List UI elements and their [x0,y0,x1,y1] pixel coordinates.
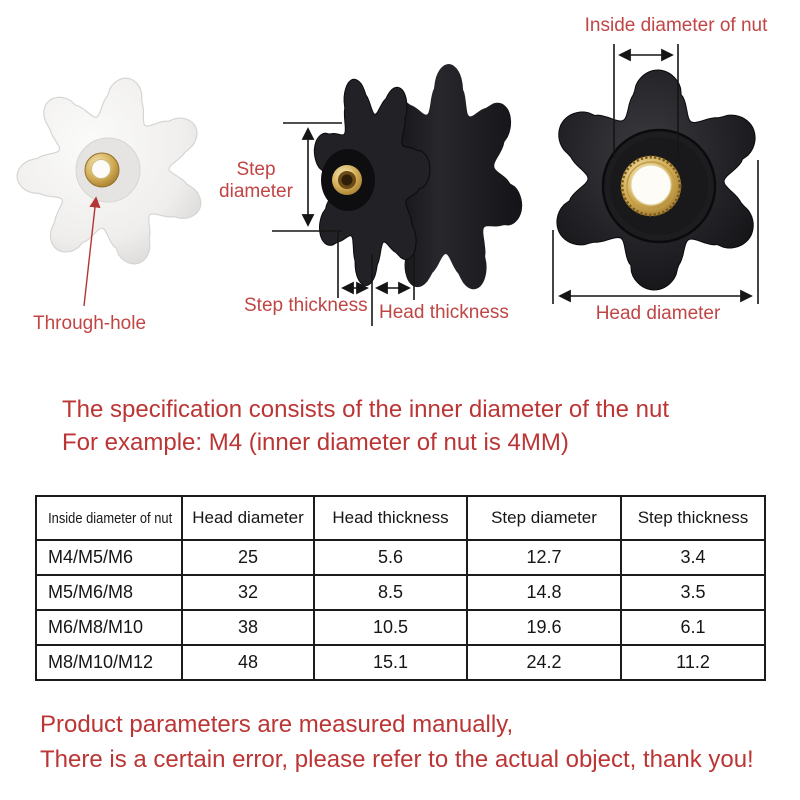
column-header-inside-diameter: Inside diameter of nut [36,496,182,540]
label-inside-diameter: Inside diameter of nut [584,15,768,36]
spec-description-line2: For example: M4 (inner diameter of nut is 4MM) [62,429,569,456]
table-cell: 6.1 [621,610,765,645]
table-row [36,540,765,575]
table-cell: M8/M10/M12 [36,645,182,680]
spec-table [35,495,766,681]
dim-inside-diameter [614,44,678,158]
column-header-step-diameter: Step diameter [467,496,621,540]
table-cell: 3.4 [621,540,765,575]
table-row [36,575,765,610]
table-cell: 3.5 [621,575,765,610]
spec-description-line1: The specification consists of the inner diameter of the nut [62,396,669,423]
table-cell: 11.2 [621,645,765,680]
table-cell: 10.5 [314,610,467,645]
table-cell: M4/M5/M6 [36,540,182,575]
table-row [36,610,765,645]
table-cell: 12.7 [467,540,621,575]
column-header-head-diameter: Head diameter [182,496,314,540]
disclaimer-text [40,707,754,777]
table-cell: 48 [182,645,314,680]
label-through-hole: Through-hole [33,313,147,334]
table-cell: 5.6 [314,540,467,575]
label-step-thickness: Step thickness [244,295,368,316]
dim-head-diameter [553,160,758,304]
table-cell: 19.6 [467,610,621,645]
column-header-head-thickness: Head thickness [314,496,467,540]
spec-description [62,393,669,459]
label-head-thickness: Head thickness [379,302,509,323]
table-cell: 32 [182,575,314,610]
column-header-step-thickness: Step thickness [621,496,765,540]
table-cell: 14.8 [467,575,621,610]
table-cell: 25 [182,540,314,575]
label-head-diameter: Head diameter [595,303,721,324]
table-cell: 15.1 [314,645,467,680]
table-cell: M5/M6/M8 [36,575,182,610]
label-step-diameter: Step diameter [219,159,293,202]
disclaimer-line1: Product parameters are measured manually, [40,711,514,738]
table-header-row [36,496,765,540]
table-row [36,645,765,680]
table-cell: 38 [182,610,314,645]
table-cell: 8.5 [314,575,467,610]
disclaimer-line2: There is a certain error, please refer to the actual object, thank you! [40,746,754,773]
table-cell: 24.2 [467,645,621,680]
through-hole-arrow [84,198,96,306]
table-cell: M6/M8/M10 [36,610,182,645]
